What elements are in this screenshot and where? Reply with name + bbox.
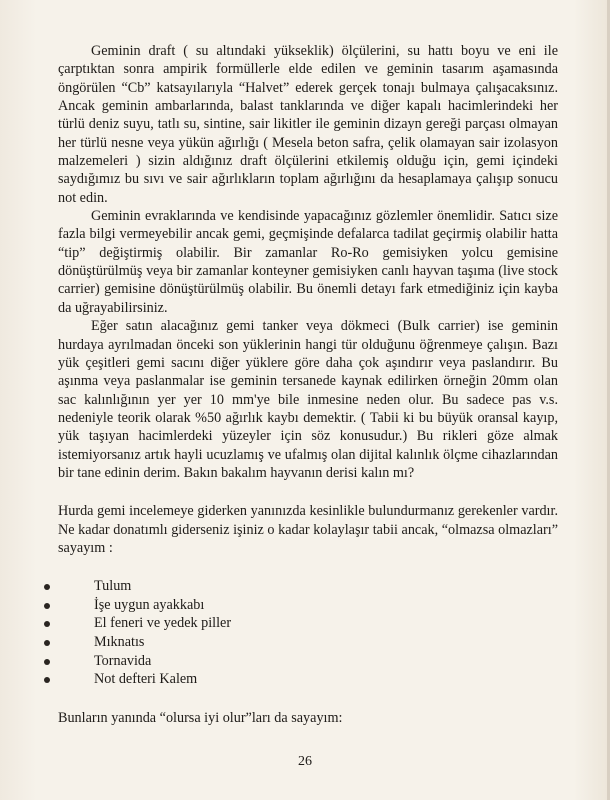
equipment-list [58, 577, 558, 689]
spacer [58, 689, 558, 709]
paragraph-equipment-intro: Hurda gemi incelemeye giderken yanınızda kesinlikle bulundurmanız gerekenler vardır. Ne kadar donatımlı giderseniz işiniz o kadar kolaylaşır tabii ancak, “olmazsa olmazları” sayayım : [58, 503, 558, 556]
list-item-label: Mıknatıs [94, 634, 145, 651]
paragraph-draft-measurement: Geminin draft ( su altındaki yükseklik) ölçülerini, su hattı boyu ve eni ile çarptıktan sonra ampirik formüllerle elde edilen ve geminin tasarım aşamasında öngörülen “Cb” katsayılarıyla “Halvet” ederek gerçek tonajı bulmaya çalışacaksınız. Ancak geminin ambarlarında, balast tanklarında ve diğer kapalı hacimlerindeki her türlü deniz suyu, tatlı su, sintine, sair likitler ile geminin dizayn gereği parçası olmayan her türlü nesne veya yükün ağırlığı ( Mesela beton safra, çelik olamayan sair izolasyon malzemeleri ) sizin aldığınız draft ölçülerini etkilemiş olduğu için, gemi içindeki saydığımız bu sıvı ve sair ağırlıkların toplam ağırlığını da hesaplamaya çalışıp sonucu not edin. [58, 43, 558, 206]
page-number: 26 [298, 754, 312, 769]
list-item-label: El feneri ve yedek piller [94, 615, 232, 632]
list-item-label: Tornavida [94, 652, 152, 669]
bullet-icon [44, 640, 50, 646]
list-item-label: Not defteri Kalem [94, 671, 198, 688]
list-item [58, 614, 558, 633]
page-body [58, 42, 558, 727]
list-item [58, 596, 558, 615]
list-item [58, 652, 558, 671]
bullet-icon [44, 677, 50, 683]
paragraph-ship-documents: Geminin evraklarında ve kendisinde yapacağınız gözlemler önemlidir. Satıcı size fazla bilgi vermeyebilir ancak gemi, geçmişinde defalarca tadilat geçirmiş olabilir hatta “tip” değiştirmiş olabilir. Bir zamanlar Ro-Ro gemisiyken yolcu gemisine dönüştürülmüş veya bir zamanlar konteyner gemisiyken canlı hayvan taşıma (live stock carrier) gemisine dönüştürülmüş olabilir. Bu önemli detayı fark etmediğiniz için kayba da uğrayabilirsiniz. [58, 208, 558, 316]
paragraph-tanker-bulk-carrier: Eğer satın alacağınız gemi tanker veya dökmeci (Bulk carrier) ise geminin hurdaya ayrılmadan önceki son yüklerinin hangi tür olduğunu öğrenmeye çalışın. Bazı yük çeşitleri gemi sacını diğer yüklere göre daha çok aşındırır veya paslandırır. Bu aşınma veya paslanmalar ise geminin tersanede kaynak edilirken örneğin 20mm olan sac kalınlığının yer yer 10 mm'ye bile inmesine neden olur. Bu sadece pas v.s. nedeniyle teorik olarak %50 ağırlık kaybı demektir. ( Tabii ki bu büyük oransal kayıp, yük taşıyan hacimlerdeki yüzeyler için söz konusudur.) Bu rikleri göze almak istemiyorsanız artık hayli ucuzlamış ve ufalmış olan dijital kalınlık ölçme cihazlarından bir tane edinin derim. Bakın bakalım hayvanın derisi kalın mı? [58, 318, 558, 481]
paragraph-closing: Bunların yanında “olursa iyi olur”ları da sayayım: [58, 709, 343, 726]
list-item [58, 633, 558, 652]
spacer [58, 482, 558, 502]
list-item [58, 670, 558, 689]
bullet-icon [44, 584, 50, 590]
list-item-label: Tulum [94, 578, 132, 595]
spacer [58, 557, 558, 577]
list-item-label: İşe uygun ayakkabı [94, 596, 205, 613]
bullet-icon [44, 659, 50, 665]
bullet-icon [44, 621, 50, 627]
list-item [58, 577, 558, 596]
bullet-icon [44, 603, 50, 609]
